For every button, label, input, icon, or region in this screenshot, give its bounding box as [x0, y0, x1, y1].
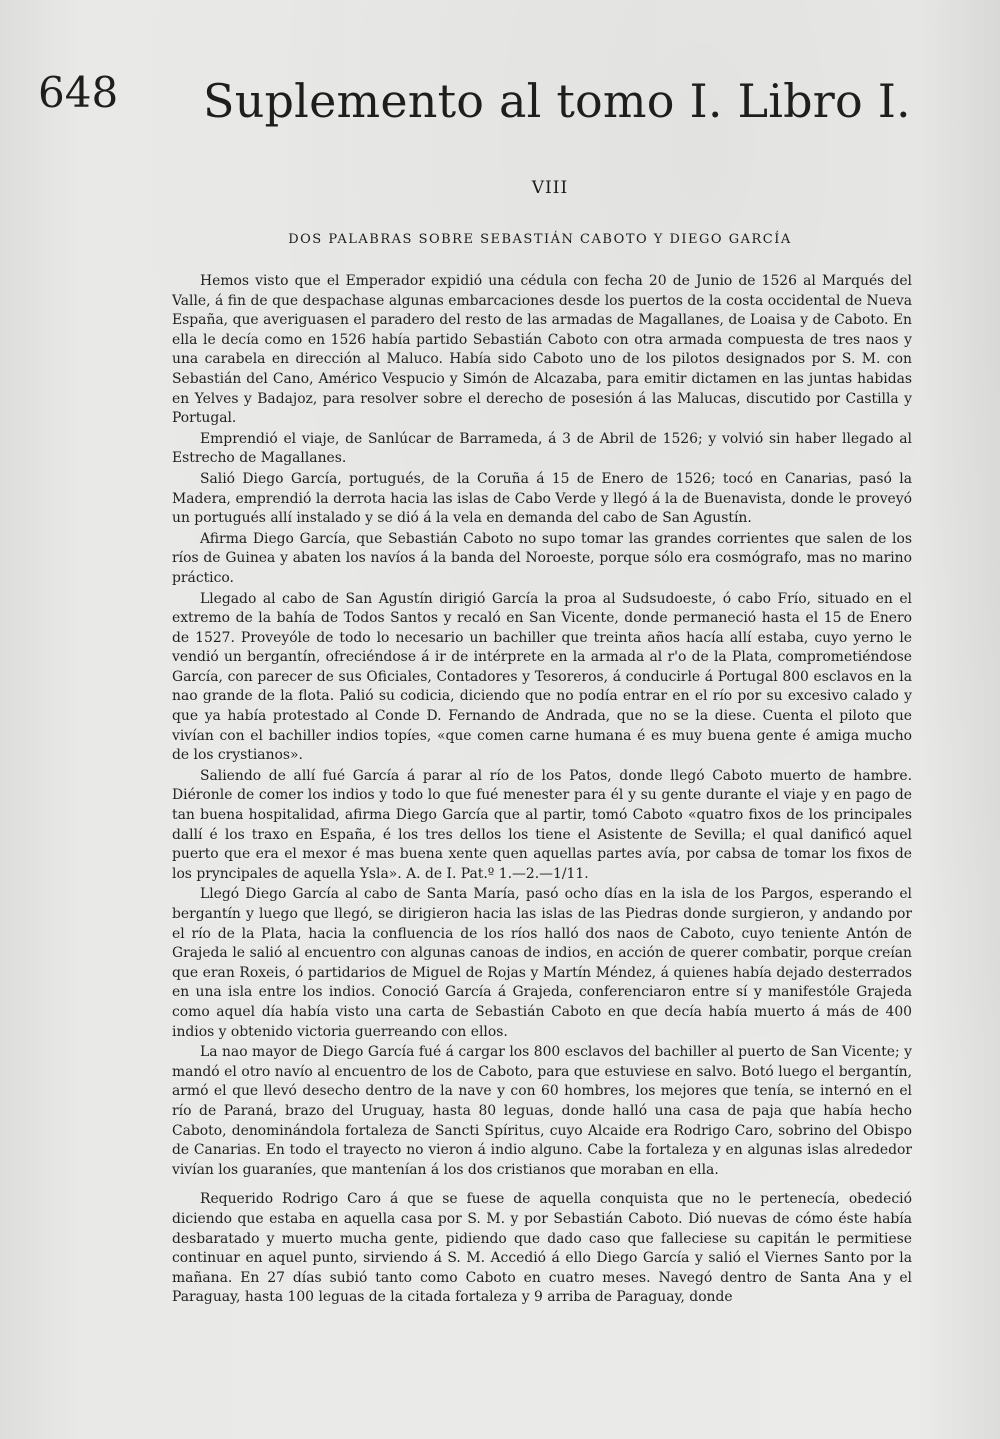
paragraph: Saliendo de allí fué García á parar al río de los Patos, donde llegó Caboto muerto de hambre. Diéronle de comer los indios y todo lo que fué menester para él y su gente durante el viaje y en pago de tan buena hospitalidad, afirma Diego García que al partir, tomó Caboto «quatro fixos de los principales dallí é los traxo en España, é los tres dellos los tiene el Asistente de Sevilla; el qual danificó aquel puerto que era el mexor é mas buena xente quen aquellas partes avía, por cabsa de tomar los fixos de los pryncipales de aquella Ysla». A. de I. Pat.º 1.—2.—1/11. [172, 767, 912, 882]
running-title: Suplemento al tomo I. Libro I. [203, 74, 911, 128]
paragraph: Afirma Diego García, que Sebastián Caboto no supo tomar las grandes corrientes que salen de los ríos de Guinea y abaten los navíos á la banda del Noroeste, porque sólo era cosmógrafo, mas no marino práctico. [172, 530, 912, 586]
section-number: VIII [531, 178, 569, 198]
paragraph: Requerido Rodrigo Caro á que se fuese de aquella conquista que no le pertenecía, obedeció diciendo que estaba en aquella casa por S. M. y por Sebastián Caboto. Dió nuevas de cómo éste había desbaratado y muerto mucha gente, pidiendo que dado caso que falleciese su capitán le permitiese continuar en aquel punto, sirviendo á S. M. Accedió á ello Diego García y salió el Viernes Santo por la mañana. En 27 días subió tanto como Caboto en cuatro meses. Navegó dentro de Santa Ana y el Paraguay, hasta 100 leguas de la citada fortaleza y 9 arriba de Paraguay, donde [172, 1191, 912, 1306]
paragraph: Hemos visto que el Emperador expidió una cédula con fecha 20 de Junio de 1526 al Marqués del Valle, á fin de que despachase algunas embarcaciones desde los puertos de la costa occidental de Nueva España, que averiguasen el paradero del resto de las armadas de Magallanes, de Loaisa y de Caboto. En ella le decía como en 1526 había partido Sebastián Caboto con otra armada compuesta de tres naos y una carabela en dirección al Maluco. Había sido Caboto uno de los pilotos designados por S. M. con Sebastián del Cano, Américo Vespucio y Simón de Alcazaba, para emitir dictamen en las juntas habidas en Yelves y Badajoz, para resolver sobre el derecho de posesión á las Malucas, discutido por Castilla y Portugal. [172, 273, 912, 427]
paragraph: Llegado al cabo de San Agustín dirigió García la proa al Sudsudoeste, ó cabo Frío, situado en el extremo de la bahía de Todos Santos y recaló en San Vicente, donde permaneció hasta el 15 de Enero de 1527. Proveyóle de todo lo necesario un bachiller que treinta años hacía allí estaba, cuyo yerno le vendió un bergantín, ofreciéndose á ir de intérprete en la armada al r'o de la Plata, comprometiéndose García, con parecer de sus Oficiales, Contadores y Tesoreros, á conducirle á Portugal 800 esclavos en la nao grande de la flota. Palió su codicia, diciendo que no podía entrar en el río por su excesivo calado y que ya había protestado al Conde D. Fernando de Andrada, que no se la diese. Cuenta el piloto que vivían con el bachiller indios topíes, «que comen carne humana é es muy buena gente é amiga mucho de los crystianos». [172, 590, 912, 764]
paragraph: Emprendió el viaje, de Sanlúcar de Barrameda, á 3 de Abril de 1526; y volvió sin haber llegado al Estrecho de Magallanes. [172, 430, 912, 467]
section-title: DOS PALABRAS SOBRE SEBASTIÁN CABOTO Y DIEGO GARCÍA [288, 232, 792, 247]
body-text [172, 272, 912, 1308]
paragraph: Salió Diego García, portugués, de la Coruña á 15 de Enero de 1526; tocó en Canarias, pasó la Madera, emprendió la derrota hacia las islas de Cabo Verde y llegó á la de Buenavista, donde le proveyó un portugués allí instalado y se dió á la vela en demanda del cabo de San Agustín. [172, 470, 912, 527]
paragraph: Llegó Diego García al cabo de Santa María, pasó ocho días en la isla de los Pargos, esperando el bergantín y luego que llegó, se dirigieron hacia las islas de las Piedras donde surgieron, y andando por el río de la Plata, hacia la confluencia de los ríos halló dos naos de Caboto, cuyo teniente Antón de Grajeda le salió al encuentro con algunas canoas de indios, en acción de querer combatir, porque creían que eran Roxeis, ó partidarios de Miguel de Rojas y Martín Méndez, á quienes había dejado desterrados en una isla entre los indios. Conoció García á Grajeda, conferenciaron entre sí y manifestóle Grajeda como aquel día había visto una carta de Sebastián Caboto en que decía había muerto á más de 400 indios y obtenido victoria guerreando con ellos. [172, 886, 912, 1040]
page-number: 648 [38, 68, 119, 117]
paragraph: La nao mayor de Diego García fué á cargar los 800 esclavos del bachiller al puerto de San Vicente; y mandó el otro navío al encuentro de los de Caboto, para que estuviese en salvo. Botó luego el bergantín, armó el que llevó desecho dentro de la nave y con 60 hombres, los mejores que tenía, se internó en el río de Paraná, brazo del Uruguay, hasta 80 leguas, donde halló una casa de paja que había hecho Caboto, denominándola fortaleza de Sancti Spíritus, cuyo Alcaide era Rodrigo Caro, sobrino del Obispo de Canarias. En todo el trayecto no vieron á indio alguno. Cabe la fortaleza y en algunas islas alrededor vivían los guaraníes, que mantenían á los dos cristianos que moraban en ella. [172, 1044, 912, 1178]
